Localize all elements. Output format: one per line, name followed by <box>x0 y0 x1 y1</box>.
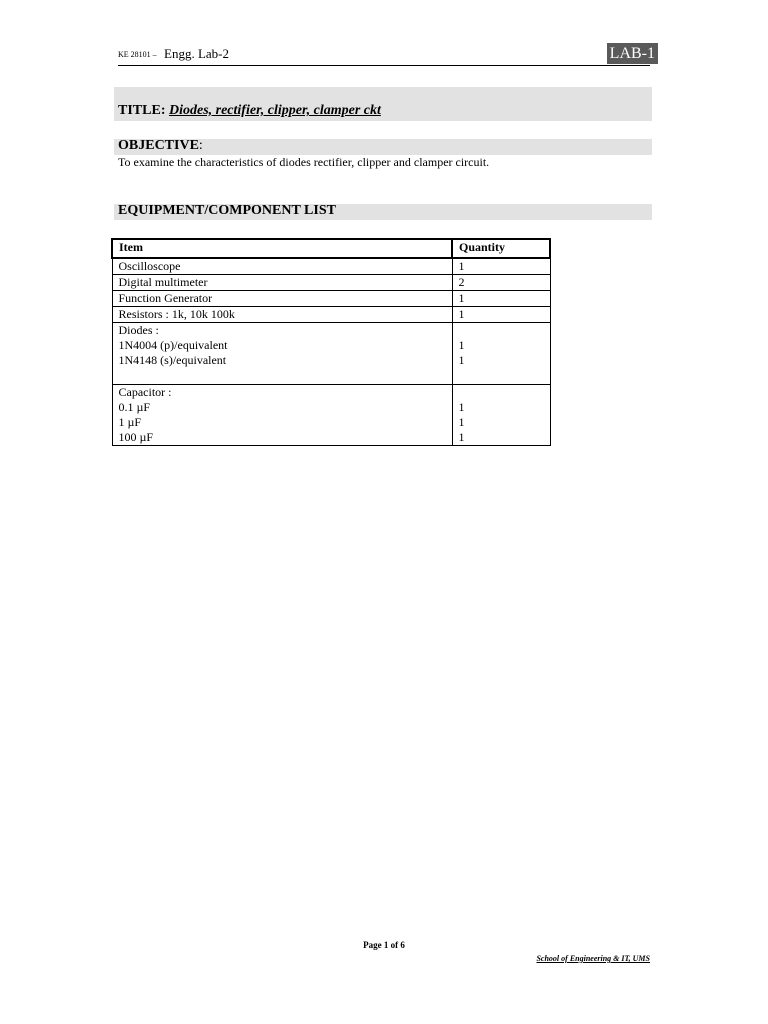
diodes-quantity-cell <box>452 323 550 385</box>
diodes-heading: Diodes : <box>118 323 159 337</box>
capacitor-item: 1 µF <box>118 415 142 429</box>
table-row <box>112 291 550 307</box>
title-separator: : <box>160 103 166 118</box>
equipment-band <box>114 204 652 220</box>
quantity-cell: 1 <box>452 291 550 307</box>
column-header-item: Item <box>112 239 452 258</box>
capacitors-item-cell <box>112 385 452 446</box>
table-header-row <box>112 239 550 258</box>
lab-tag: LAB-1 <box>607 43 658 64</box>
page-header <box>118 43 655 66</box>
objective-heading <box>118 138 203 154</box>
table-row <box>112 307 550 323</box>
table-row <box>112 258 550 275</box>
item-cell: Resistors : 1k, 10k 100k <box>112 307 452 323</box>
objective-band <box>114 139 652 155</box>
title-band <box>114 87 652 121</box>
equipment-heading: EQUIPMENT/COMPONENT LIST <box>118 203 336 218</box>
objective-separator: : <box>198 138 203 153</box>
diode-item: 1N4148 (s)/equivalent <box>118 353 227 367</box>
page-number: Page 1 of 6 <box>363 940 405 950</box>
capacitor-qty: 1 <box>458 430 465 444</box>
capacitors-quantity-cell <box>452 385 550 446</box>
diode-qty: 1 <box>458 338 465 352</box>
item-cell: Function Generator <box>112 291 452 307</box>
column-header-quantity: Quantity <box>452 239 550 258</box>
objective-text: To examine the characteristics of diodes rectifier, clipper and clamper circuit. <box>118 155 490 169</box>
capacitor-qty: 1 <box>458 415 465 429</box>
capacitors-heading: Capacitor : <box>118 385 172 399</box>
item-cell: Oscilloscope <box>112 258 452 275</box>
objective-label: OBJECTIVE <box>118 138 199 153</box>
document-title <box>118 103 381 119</box>
equipment-table <box>111 238 551 446</box>
table-row-diodes <box>112 323 550 385</box>
course-name: Engg. Lab-2 <box>164 46 229 61</box>
table-row-capacitors <box>112 385 550 446</box>
item-cell: Digital multimeter <box>112 275 452 291</box>
capacitor-item: 0.1 µF <box>118 400 151 414</box>
diode-qty: 1 <box>458 353 465 367</box>
quantity-cell: 2 <box>452 275 550 291</box>
capacitor-qty: 1 <box>458 400 465 414</box>
course-code: KE 28101 – <box>118 50 157 59</box>
table-row <box>112 275 550 291</box>
quantity-cell: 1 <box>452 258 550 275</box>
title-value: Diodes, rectifier, clipper, clamper ckt <box>168 103 381 118</box>
quantity-cell: 1 <box>452 307 550 323</box>
school-name: School of Engineering & IT, UMS <box>536 954 650 963</box>
title-label: TITLE <box>118 103 161 118</box>
capacitor-item: 100 µF <box>118 430 154 444</box>
diode-item: 1N4004 (p)/equivalent <box>118 338 228 352</box>
diodes-item-cell <box>112 323 452 385</box>
